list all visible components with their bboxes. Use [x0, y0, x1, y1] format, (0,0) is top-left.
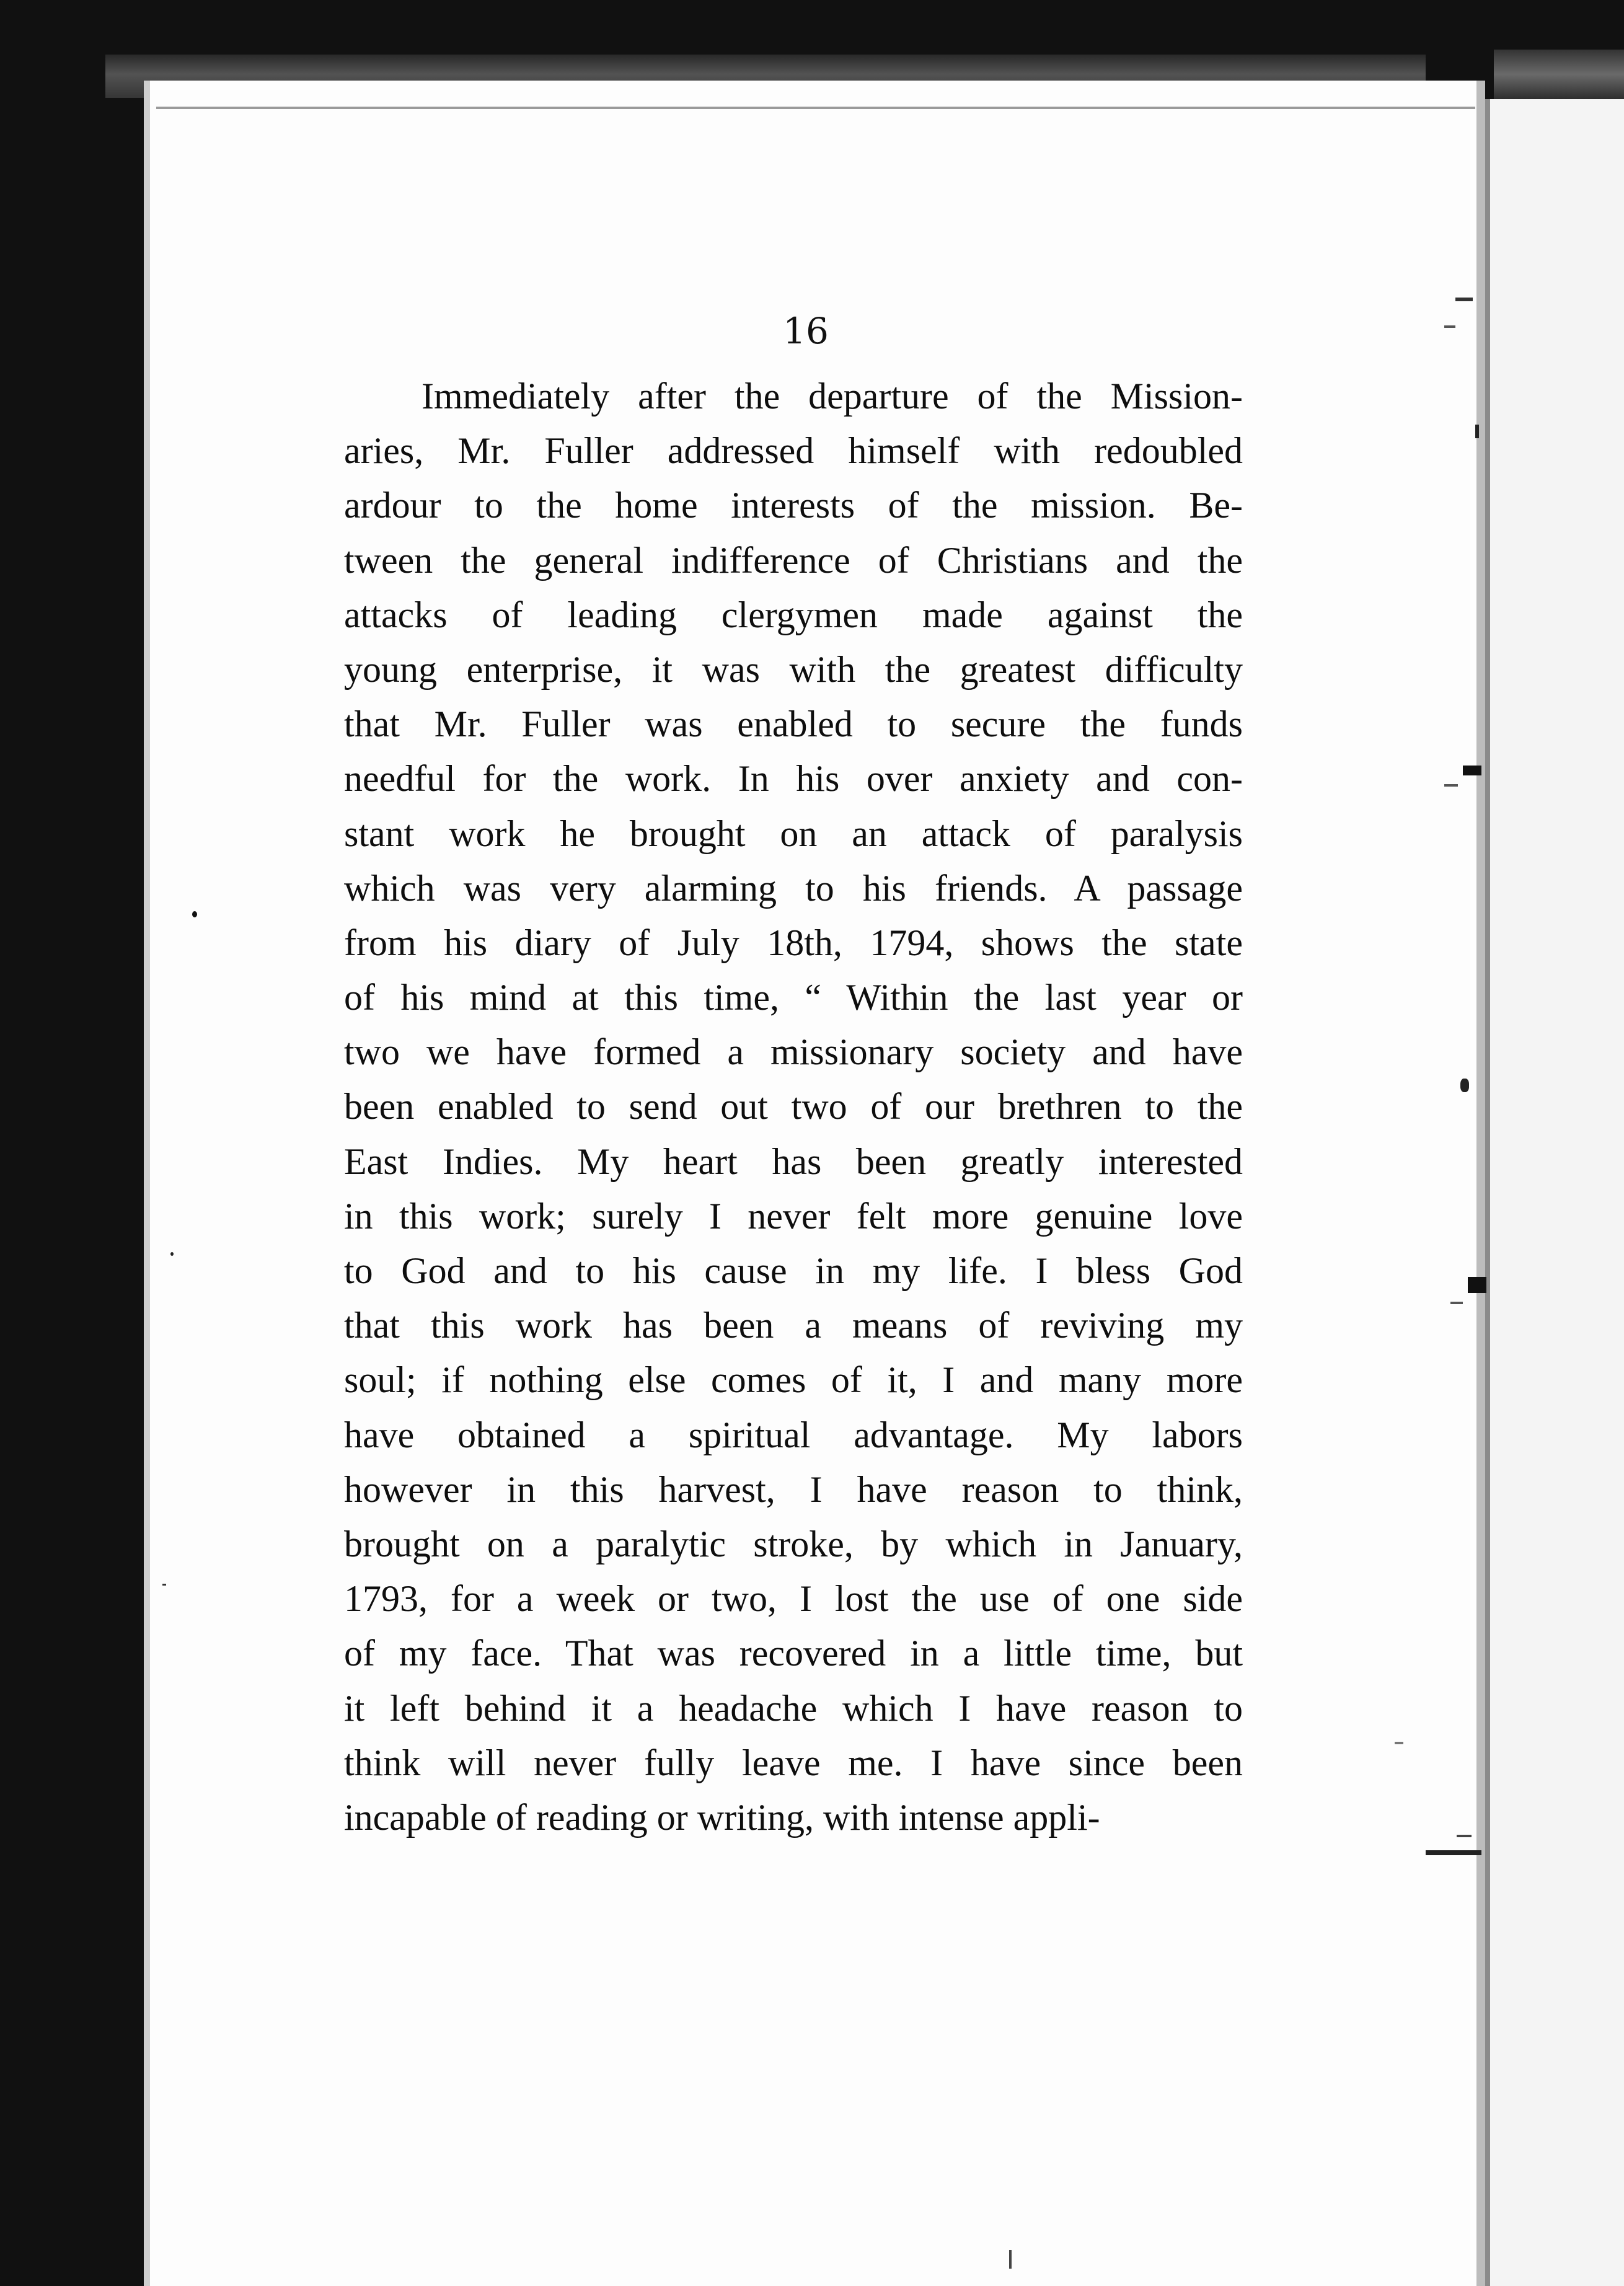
text-line: however in this harvest, I have reason to think, — [344, 1468, 1243, 1510]
text-line: Immediately after the departure of the Mission- — [421, 376, 1243, 417]
text-line: East Indies. My heart has been greatly interested — [344, 1141, 1243, 1182]
margin-speck — [162, 1584, 166, 1586]
margin-speck — [192, 911, 197, 917]
next-page-edge — [1485, 99, 1490, 2286]
text-line: needful for the work. In his over anxiety and con- — [344, 758, 1243, 800]
text-line: in this work; surely I never felt more genuine love — [344, 1195, 1243, 1237]
text-line: it left behind it a headache which I have reason to — [344, 1687, 1243, 1729]
text-line: have obtained a spiritual advantage. My labors — [344, 1414, 1243, 1455]
text-line: brought on a paralytic stroke, by which in January, — [344, 1523, 1243, 1564]
text-line: stant work he brought on an attack of paralysis — [344, 813, 1243, 854]
text-line: of his mind at this time, “ Within the last year or — [344, 977, 1243, 1018]
text-line: two we have formed a missionary society and have — [344, 1031, 1243, 1073]
text-line: young enterprise, it was with the greatest difficulty — [344, 648, 1243, 690]
text-line: that this work has been a means of reviving my — [344, 1305, 1243, 1346]
text-line: tween the general indifference of Christians and the — [344, 539, 1243, 581]
margin-speck — [1468, 1277, 1486, 1293]
margin-speck — [170, 1252, 174, 1256]
next-page-gutter — [1476, 81, 1485, 2286]
margin-speck — [1455, 298, 1473, 301]
margin-speck — [1444, 325, 1455, 328]
margin-speck — [1395, 1742, 1403, 1744]
page-left-edge — [144, 81, 150, 2286]
body-text — [344, 369, 1243, 1845]
text-line: aries, Mr. Fuller addressed himself with redoubled — [344, 430, 1243, 472]
text-line: from his diary of July 18th, 1794, shows the state — [344, 922, 1243, 963]
text-line: been enabled to send out two of our brethren to the — [344, 1086, 1243, 1128]
margin-speck — [1450, 1302, 1463, 1304]
margin-speck — [1475, 425, 1479, 438]
text-line: ardour to the home interests of the mission. Be- — [344, 485, 1243, 526]
text-line: 1793, for a week or two, I lost the use of one side — [344, 1578, 1243, 1620]
binding-edge-right — [1494, 50, 1624, 99]
text-line: think will never fully leave me. I have since been — [344, 1742, 1243, 1783]
text-line: which was very alarming to his friends. A passage — [344, 867, 1243, 909]
margin-speck — [1444, 784, 1458, 787]
margin-speck — [1457, 1835, 1472, 1837]
page-top-rule — [156, 107, 1475, 109]
text-line: that Mr. Fuller was enabled to secure the funds — [344, 704, 1243, 745]
page-number: 16 — [783, 310, 829, 352]
margin-speck — [1463, 766, 1481, 775]
margin-speck — [1426, 1850, 1481, 1855]
text-line: to God and to his cause in my life. I bless God — [344, 1250, 1243, 1291]
next-page-sliver — [1485, 99, 1624, 2286]
text-line: incapable of reading or writing, with intense appli- — [344, 1796, 1100, 1838]
margin-speck — [1460, 1079, 1469, 1092]
text-line: attacks of leading clergymen made against the — [344, 594, 1243, 635]
text-line: of my face. That was recovered in a little time, but — [344, 1633, 1243, 1674]
margin-speck — [1009, 2250, 1012, 2269]
text-line: soul; if nothing else comes of it, I and many more — [344, 1359, 1243, 1401]
